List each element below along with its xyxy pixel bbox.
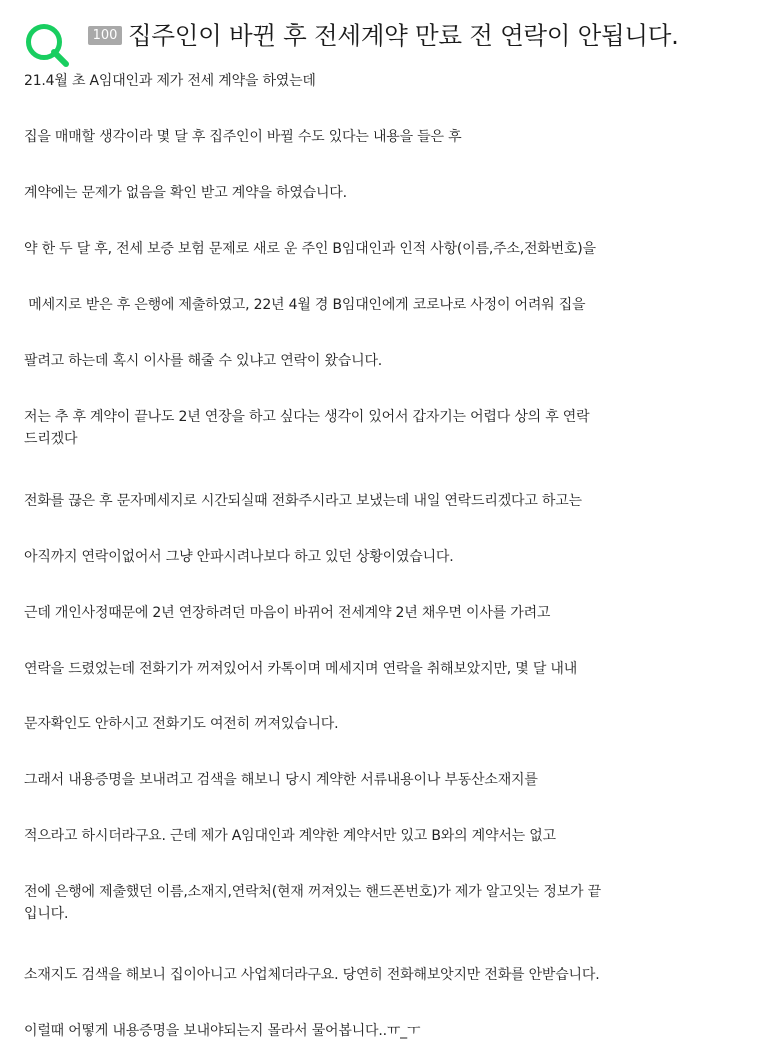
body-paragraph: 이럴때 어떻게 내용증명을 보내야되는지 몰라서 물어봅니다..ㅠ_ㅜ [24, 1023, 421, 1039]
body-paragraph: 적으라고 하시더라구요. 근데 제가 A임대인과 계약한 계약서만 있고 B와의 계약서는 없고 [24, 828, 556, 844]
point-badge: 100 [88, 26, 122, 45]
body-paragraph: 집을 매매할 생각이라 몇 달 후 집주인이 바뀔 수도 있다는 내용을 들은 후 [24, 129, 462, 145]
question-header [24, 18, 764, 62]
body-paragraph: 그래서 내용증명을 보내려고 검색을 해보니 당시 계약한 서류내용이나 부동산소재지를 [24, 772, 538, 788]
body-paragraph: 근데 개인사정때문에 2년 연장하려던 마음이 바뀌어 전세계약 2년 채우면 이사를 가려고 [24, 605, 551, 621]
body-paragraph: 메세지로 받은 후 은행에 제출하였고, 22년 4월 경 B임대인에게 코로나로 사정이 어려워 집을 [24, 297, 586, 313]
body-paragraph: 저는 추 후 계약이 끝나도 2년 연장을 하고 싶다는 생각이 있어서 갑자기는 어렵다 상의 후 연락 드리겠다 [24, 409, 590, 447]
body-paragraph: 소재지도 검색을 해보니 집이아니고 사업체더라구요. 당연히 전화해보앗지만 전화를 안받습니다. [24, 967, 600, 983]
body-paragraph: 아직까지 연락이없어서 그냥 안파시려나보다 하고 있던 상황이였습니다. [24, 549, 454, 565]
body-paragraph: 문자확인도 안하시고 전화기도 여전히 꺼져있습니다. [24, 716, 339, 732]
question-title: 집주인이 바뀐 후 전세계약 만료 전 연락이 안됩니다. [128, 21, 679, 50]
body-paragraph: 계약에는 문제가 없음을 확인 받고 계약을 하였습니다. [24, 185, 347, 201]
body-paragraph: 전에 은행에 제출했던 이름,소재지,연락처(현재 꺼져있는 핸드폰번호)가 제가 알고잇는 정보가 끝 입니다. [24, 884, 601, 922]
body-paragraph: 21.4월 초 A임대인과 제가 전세 계약을 하였는데 [24, 73, 316, 89]
body-paragraph: 전화를 끊은 후 문자메세지로 시간되실때 전화주시라고 보냈는데 내일 연락드리겠다고 하고는 [24, 493, 582, 509]
body-paragraph: 팔려고 하는데 혹시 이사를 해줄 수 있냐고 연락이 왔습니다. [24, 353, 383, 369]
q-icon [24, 22, 70, 68]
body-paragraph: 약 한 두 달 후, 전세 보증 보험 문제로 새로 운 주인 B임대인과 인적 사항(이름,주소,전화번호)을 [24, 241, 596, 257]
body-paragraph: 연락을 드렸었는데 전화기가 꺼져있어서 카톡이며 메세지며 연락을 취해보았지만, 몇 달 내내 [24, 661, 578, 677]
